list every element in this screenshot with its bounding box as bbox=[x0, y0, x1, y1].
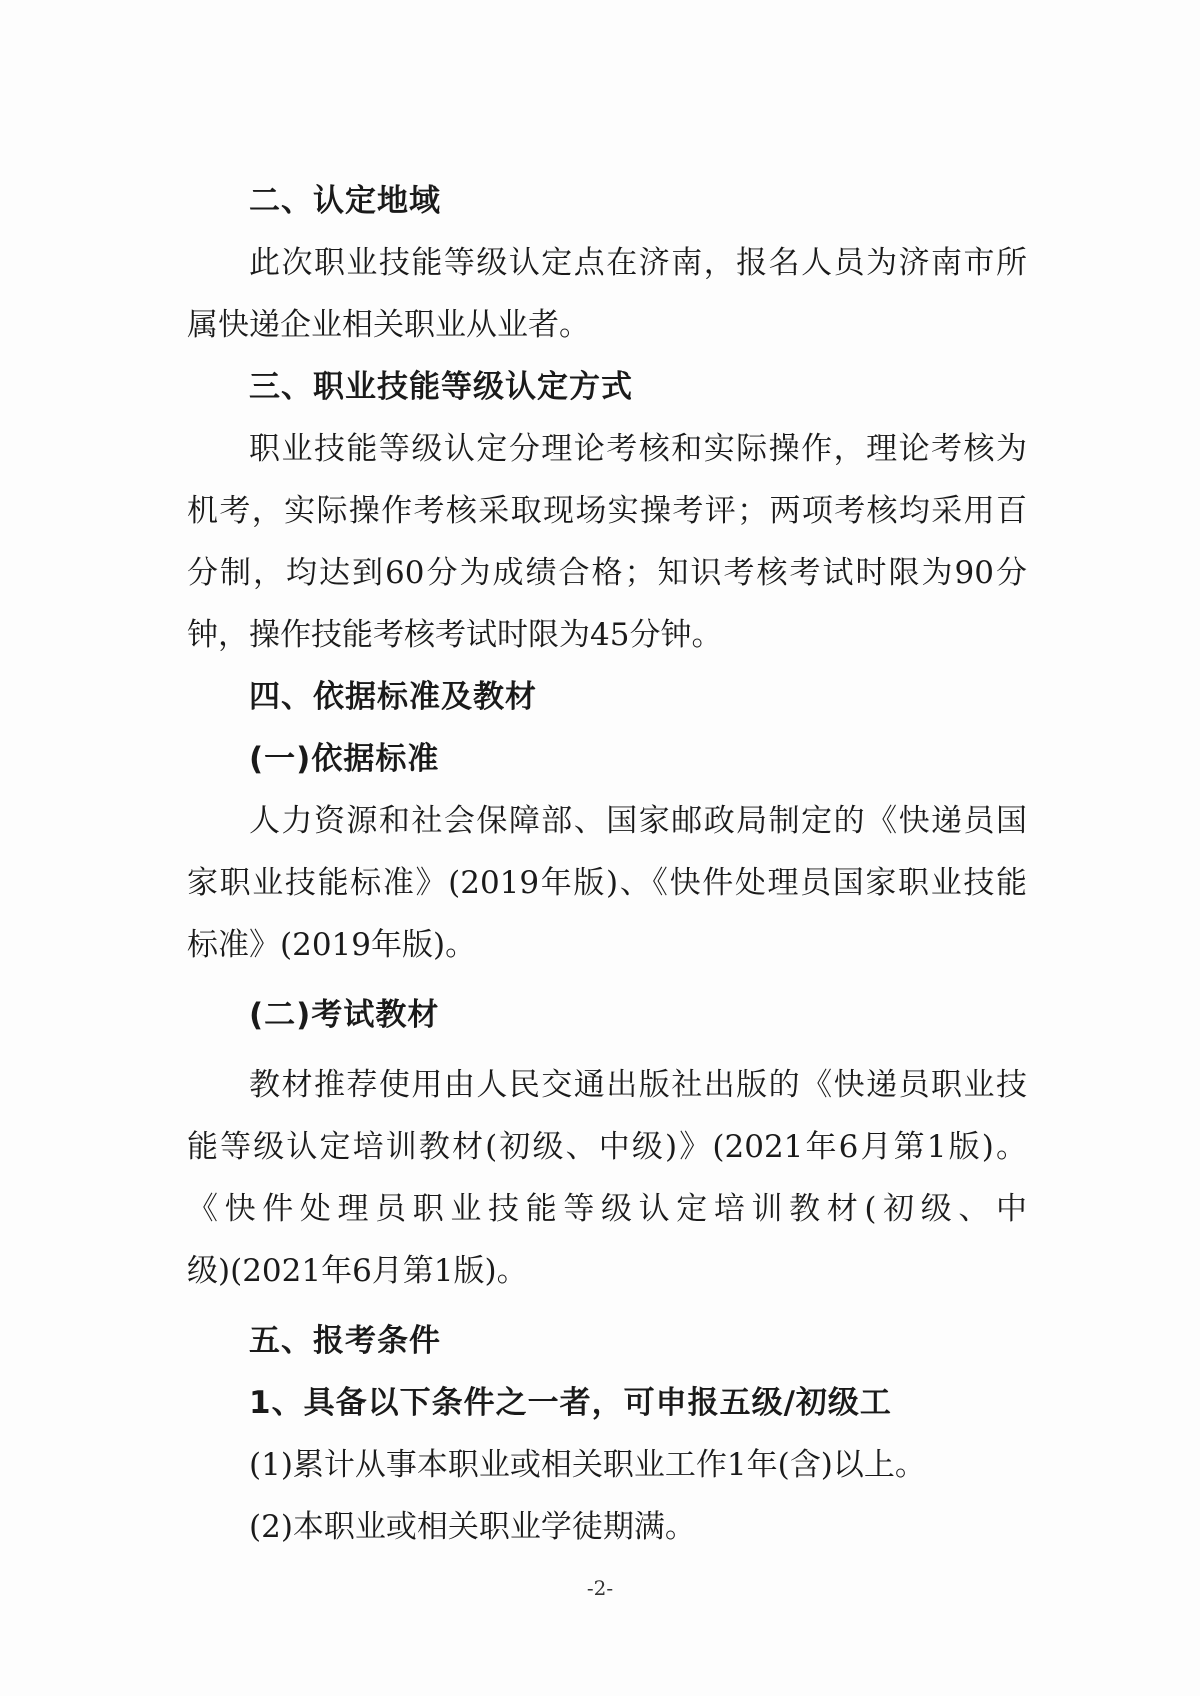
paragraph-line: 《快件处理员职业技能等级认定培训教材(初级、中 bbox=[187, 1191, 1027, 1227]
paragraph-line: 能等级认定培训教材(初级、中级)》(2021年6月第1版)。 bbox=[187, 1129, 1027, 1165]
section-heading-requirements: 五、报考条件 bbox=[249, 1323, 441, 1359]
paragraph-line: 钟，操作技能考核考试时限为45分钟。 bbox=[187, 617, 723, 653]
paragraph-line: 级)(2021年6月第1版)。 bbox=[187, 1253, 528, 1289]
paragraph-line: 属快递企业相关职业从业者。 bbox=[187, 307, 590, 343]
subsection-heading-textbooks: (二)考试教材 bbox=[249, 997, 440, 1033]
section-heading-standards: 四、依据标准及教材 bbox=[249, 679, 537, 715]
paragraph-line: 此次职业技能等级认定点在济南，报名人员为济南市所 bbox=[249, 245, 1027, 281]
paragraph-line: 教材推荐使用由人民交通出版社出版的《快递员职业技 bbox=[249, 1067, 1027, 1103]
section-heading-method: 三、职业技能等级认定方式 bbox=[249, 369, 633, 405]
spacer bbox=[187, 1046, 1027, 1054]
spacer bbox=[187, 976, 1027, 984]
subsection-heading-standards: (一)依据标准 bbox=[249, 741, 440, 777]
spacer bbox=[187, 1302, 1027, 1310]
paragraph-line: 家职业技能标准》(2019年版)、《快件处理员国家职业技能 bbox=[187, 865, 1027, 901]
section-heading-region: 二、认定地域 bbox=[249, 183, 441, 219]
condition-heading: 1、具备以下条件之一者，可申报五级/初级工 bbox=[249, 1385, 892, 1421]
document-body bbox=[187, 170, 1027, 1558]
paragraph-line: 人力资源和社会保障部、国家邮政局制定的《快递员国 bbox=[249, 803, 1027, 839]
paragraph-line: 机考，实际操作考核采取现场实操考评；两项考核均采用百 bbox=[187, 493, 1027, 529]
condition-item: (1)累计从事本职业或相关职业工作1年(含)以上。 bbox=[249, 1447, 926, 1483]
page-number: -2- bbox=[586, 1576, 614, 1600]
paragraph-line: 分制，均达到60分为成绩合格；知识考核考试时限为90分 bbox=[187, 555, 1027, 591]
condition-item: (2)本职业或相关职业学徒期满。 bbox=[249, 1509, 696, 1545]
paragraph-line: 标准》(2019年版)。 bbox=[187, 927, 477, 963]
paragraph-line: 职业技能等级认定分理论考核和实际操作，理论考核为 bbox=[249, 431, 1027, 467]
